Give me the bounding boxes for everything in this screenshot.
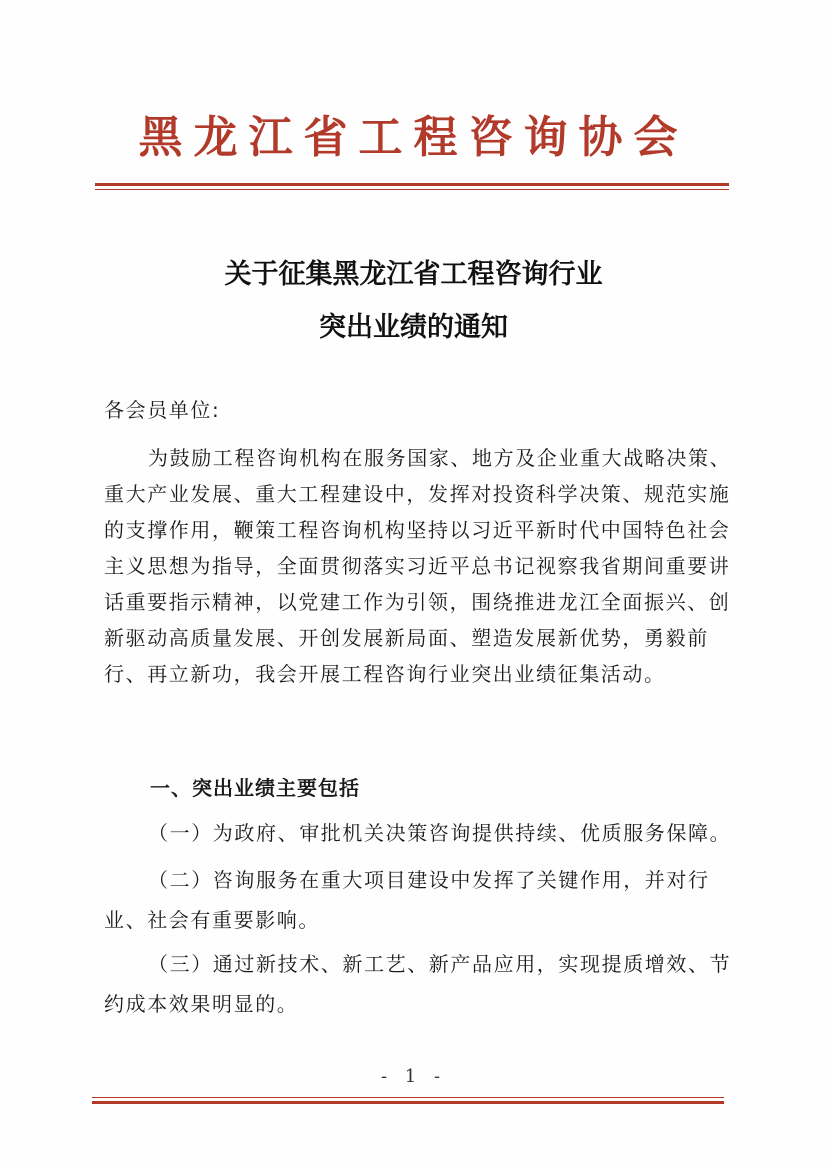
list-item: （一）为政府、审批机关决策咨询提供持续、优质服务保障。 xyxy=(148,821,732,845)
letterhead-organization-name: 黑龙江省工程咨询协会 xyxy=(138,112,689,163)
letterhead-divider-thin xyxy=(95,189,729,190)
notice-title-line2: 突出业绩的通知 xyxy=(319,312,508,343)
list-item: （三）通过新技术、新工艺、新产品应用，实现提质增效、节约成本效果明显的。 xyxy=(104,952,732,1016)
footer-divider-thin xyxy=(92,1097,724,1098)
list-item: （二）咨询服务在重大项目建设中发挥了关键作用，并对行业、社会有重要影响。 xyxy=(104,868,710,932)
notice-title-line1: 关于征集黑龙江省工程咨询行业 xyxy=(224,259,603,290)
body-paragraph: 为鼓励工程咨询机构在服务国家、地方及企业重大战略决策、重大产业发展、重大工程建设中，发挥对投资科学决策、规范实施的支撑作用，鞭策工程咨询机构坚持以习近平新时代中国特色社会主义思想为指导，全面贯彻落实习近平总书记视察我省期间重要讲话重要指示精神，以党建工作为引领，围绕推进龙江全面振兴、创新驱动高质量发展、开创发展新局面、塑造发展新优势，勇毅前行、再立新功，我会开展工程咨询行业突出业绩征集活动。 xyxy=(104,446,732,686)
letterhead-divider-thick xyxy=(95,183,729,186)
page-number: - 1 - xyxy=(380,1066,447,1087)
footer-divider-thick xyxy=(92,1101,724,1104)
salutation: 各会员单位: xyxy=(104,398,221,422)
section-heading: 一、突出业绩主要包括 xyxy=(150,776,360,800)
